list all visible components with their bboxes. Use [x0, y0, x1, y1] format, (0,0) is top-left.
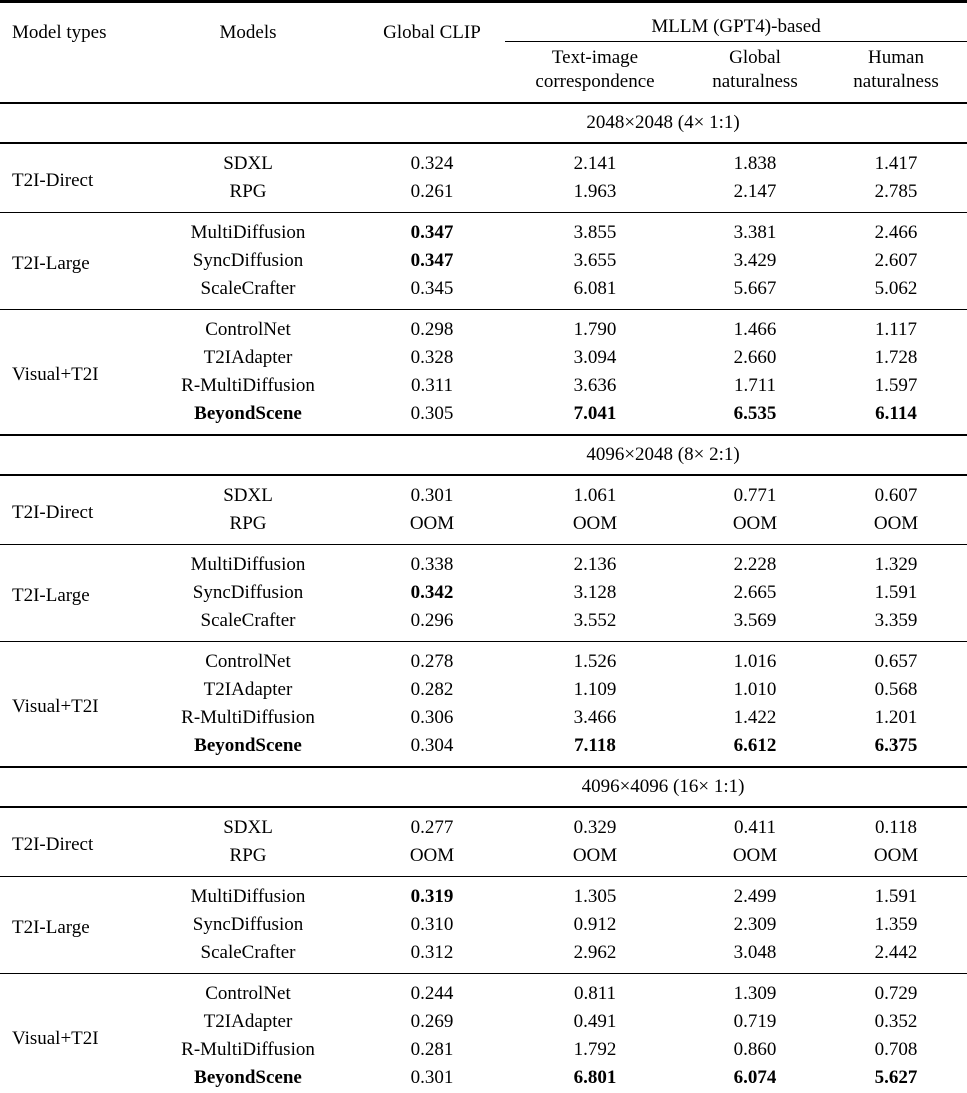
cell-text-image: OOM: [572, 845, 618, 866]
cell-text-image: 1.526: [505, 642, 685, 677]
cell-clip: 0.310: [410, 914, 454, 935]
cell-model: BeyondScene: [194, 1067, 302, 1088]
cell-clip: 0.306: [410, 707, 454, 728]
cell-global-nat: 5.667: [733, 278, 777, 299]
cell-text-image: 7.041: [573, 403, 617, 424]
cell-clip: 0.324: [359, 143, 505, 178]
table-row: [0, 974, 967, 1009]
cell-text-image: OOM: [572, 513, 618, 534]
section-title: 4096×2048 (8× 2:1): [359, 435, 967, 475]
cell-model-type: T2I-Large: [0, 545, 137, 642]
cell-model: RPG: [229, 181, 267, 202]
table-row: [0, 704, 967, 732]
cell-text-image: 3.655: [573, 250, 617, 271]
cell-human-nat: 0.568: [874, 679, 918, 700]
cell-global-nat: 2.228: [685, 545, 825, 580]
cell-clip: 0.301: [359, 475, 505, 510]
cell-model-type: T2I-Large: [0, 213, 137, 310]
cell-human-nat: 0.607: [825, 475, 967, 510]
cell-global-nat: 2.665: [733, 582, 777, 603]
cell-global-nat: 1.422: [733, 707, 777, 728]
section-spacer: [0, 103, 359, 143]
cell-text-image: 0.811: [505, 974, 685, 1009]
cell-model: ScaleCrafter: [200, 942, 296, 963]
cell-model-type: Visual+T2I: [0, 310, 137, 436]
header-human-naturalness: [825, 42, 967, 104]
cell-human-nat: 5.627: [874, 1067, 918, 1088]
cell-global-nat: 6.074: [733, 1067, 777, 1088]
cell-text-image: 1.305: [505, 877, 685, 912]
header-sub-line: Human: [868, 47, 924, 68]
cell-clip: 0.345: [410, 278, 454, 299]
table-row: [0, 372, 967, 400]
table-row: [0, 545, 967, 580]
cell-global-nat: 0.719: [733, 1011, 777, 1032]
cell-model: RPG: [229, 845, 267, 866]
cell-model-type: T2I-Direct: [0, 143, 137, 213]
cell-text-image: 1.790: [505, 310, 685, 345]
section-header-row: [0, 767, 967, 807]
cell-global-nat: 3.569: [733, 610, 777, 631]
table-row: [0, 1008, 967, 1036]
header-row-1: [0, 2, 967, 42]
cell-model: R-MultiDiffusion: [181, 707, 315, 728]
table-header: [0, 2, 967, 104]
cell-model: ScaleCrafter: [200, 278, 296, 299]
cell-human-nat: 1.591: [874, 582, 918, 603]
cell-model-type: T2I-Direct: [0, 475, 137, 545]
cell-human-nat: 2.442: [874, 942, 918, 963]
cell-model: T2IAdapter: [203, 1011, 293, 1032]
table-row: [0, 143, 967, 178]
table-row: [0, 732, 967, 767]
cell-clip: 0.328: [410, 347, 454, 368]
table-row: [0, 807, 967, 842]
cell-global-nat: 3.429: [733, 250, 777, 271]
section-4096x4096: [0, 767, 967, 1093]
cell-human-nat: 0.352: [874, 1011, 918, 1032]
header-text-image-correspondence: [505, 42, 685, 104]
table-row: [0, 911, 967, 939]
cell-text-image: 6.801: [573, 1067, 617, 1088]
cell-model: MultiDiffusion: [137, 213, 359, 248]
cell-human-nat: 2.466: [825, 213, 967, 248]
cell-model: ControlNet: [137, 974, 359, 1009]
cell-global-nat: 3.048: [733, 942, 777, 963]
header-sub-line: naturalness: [853, 71, 939, 92]
table-row: [0, 642, 967, 677]
cell-text-image: 1.963: [573, 181, 617, 202]
cell-human-nat: 1.417: [825, 143, 967, 178]
cell-human-nat: 1.597: [874, 375, 918, 396]
cell-text-image: 3.128: [573, 582, 617, 603]
cell-global-nat: 1.010: [733, 679, 777, 700]
cell-model: SDXL: [137, 807, 359, 842]
header-mllm-group: MLLM (GPT4)-based: [505, 2, 967, 42]
cell-text-image: 2.136: [505, 545, 685, 580]
header-sub-line: Text-image: [551, 47, 639, 68]
cell-text-image: 6.081: [573, 278, 617, 299]
cell-global-nat: 0.860: [733, 1039, 777, 1060]
cell-clip: 0.342: [410, 582, 454, 603]
cell-global-nat: 0.411: [685, 807, 825, 842]
cell-text-image: 3.855: [505, 213, 685, 248]
table-row: [0, 400, 967, 435]
cell-model: ControlNet: [137, 310, 359, 345]
cell-human-nat: 3.359: [874, 610, 918, 631]
table-row: [0, 247, 967, 275]
cell-clip: 0.319: [359, 877, 505, 912]
cell-human-nat: 1.117: [825, 310, 967, 345]
cell-human-nat: OOM: [873, 513, 919, 534]
cell-global-nat: 2.499: [685, 877, 825, 912]
cell-human-nat: 2.785: [874, 181, 918, 202]
table-row: [0, 676, 967, 704]
table-row: [0, 1064, 967, 1093]
cell-human-nat: 6.114: [875, 403, 917, 424]
cell-clip: 0.261: [410, 181, 454, 202]
cell-clip: 0.298: [359, 310, 505, 345]
cell-model: R-MultiDiffusion: [181, 375, 315, 396]
cell-clip: 0.244: [359, 974, 505, 1009]
cell-global-nat: 2.309: [733, 914, 777, 935]
cell-model-type: T2I-Large: [0, 877, 137, 974]
header-sub-line: naturalness: [712, 71, 798, 92]
cell-text-image: 3.552: [573, 610, 617, 631]
header-models: Models: [137, 2, 359, 104]
table-row: [0, 842, 967, 877]
cell-human-nat: 6.375: [874, 735, 918, 756]
cell-global-nat: 1.016: [685, 642, 825, 677]
section-title: 4096×4096 (16× 1:1): [359, 767, 967, 807]
cell-text-image: 0.912: [573, 914, 617, 935]
cell-model: ControlNet: [137, 642, 359, 677]
cell-global-nat: 1.838: [685, 143, 825, 178]
cell-text-image: 3.094: [573, 347, 617, 368]
cell-text-image: 1.792: [573, 1039, 617, 1060]
cell-clip: 0.277: [359, 807, 505, 842]
section-spacer: [0, 435, 359, 475]
cell-model: SDXL: [137, 475, 359, 510]
cell-global-nat: 6.612: [733, 735, 777, 756]
section-2048x2048: [0, 103, 967, 435]
cell-text-image: 3.636: [573, 375, 617, 396]
table-row: [0, 178, 967, 213]
section-spacer: [0, 767, 359, 807]
header-global-naturalness: [685, 42, 825, 104]
cell-global-nat: 1.309: [685, 974, 825, 1009]
table-row: [0, 939, 967, 974]
cell-global-nat: 2.147: [733, 181, 777, 202]
cell-clip: 0.278: [359, 642, 505, 677]
cell-model: BeyondScene: [194, 735, 302, 756]
cell-model: SyncDiffusion: [192, 914, 304, 935]
section-title: 2048×2048 (4× 1:1): [359, 103, 967, 143]
cell-global-nat: 6.535: [733, 403, 777, 424]
table-row: [0, 1036, 967, 1064]
cell-human-nat: 2.607: [874, 250, 918, 271]
cell-model: T2IAdapter: [203, 347, 293, 368]
cell-clip: OOM: [409, 513, 455, 534]
cell-text-image: 3.466: [573, 707, 617, 728]
cell-global-nat: 1.711: [733, 375, 777, 396]
cell-human-nat: 1.591: [825, 877, 967, 912]
section-4096x2048: [0, 435, 967, 767]
cell-human-nat: 1.329: [825, 545, 967, 580]
cell-global-nat: 1.466: [685, 310, 825, 345]
table-row: [0, 510, 967, 545]
cell-text-image: 0.491: [573, 1011, 617, 1032]
cell-global-nat: OOM: [732, 513, 778, 534]
cell-clip: 0.311: [410, 375, 454, 396]
cell-clip: 0.281: [410, 1039, 454, 1060]
cell-model: RPG: [229, 513, 267, 534]
cell-clip: 0.296: [410, 610, 454, 631]
cell-clip: 0.305: [410, 403, 454, 424]
cell-clip: 0.338: [359, 545, 505, 580]
cell-model-type: Visual+T2I: [0, 974, 137, 1093]
cell-model: BeyondScene: [194, 403, 302, 424]
table-row: [0, 607, 967, 642]
cell-text-image: 0.329: [505, 807, 685, 842]
table-row: [0, 579, 967, 607]
cell-global-nat: 3.381: [685, 213, 825, 248]
cell-model: R-MultiDiffusion: [181, 1039, 315, 1060]
section-header-row: [0, 103, 967, 143]
cell-clip: 0.347: [410, 250, 454, 271]
cell-model: ScaleCrafter: [200, 610, 296, 631]
table-row: [0, 213, 967, 248]
cell-human-nat: OOM: [873, 845, 919, 866]
cell-human-nat: 0.708: [874, 1039, 918, 1060]
header-model-types: Model types: [0, 2, 137, 104]
cell-human-nat: 0.118: [825, 807, 967, 842]
cell-model: T2IAdapter: [203, 679, 293, 700]
cell-clip: 0.312: [410, 942, 454, 963]
table-row: [0, 344, 967, 372]
cell-clip: 0.282: [410, 679, 454, 700]
table-row: [0, 275, 967, 310]
header-sub-line: Global: [729, 47, 781, 68]
table-row: [0, 877, 967, 912]
cell-text-image: 2.962: [573, 942, 617, 963]
cell-model: MultiDiffusion: [137, 877, 359, 912]
cell-clip: 0.301: [410, 1067, 454, 1088]
cell-text-image: 7.118: [574, 735, 616, 756]
cell-model-type: T2I-Direct: [0, 807, 137, 877]
cell-text-image: 1.109: [573, 679, 617, 700]
cell-human-nat: 0.729: [825, 974, 967, 1009]
section-header-row: [0, 435, 967, 475]
cell-model: MultiDiffusion: [137, 545, 359, 580]
cell-human-nat: 1.201: [874, 707, 918, 728]
cell-model: SDXL: [137, 143, 359, 178]
cell-global-nat: 2.660: [733, 347, 777, 368]
cell-human-nat: 1.359: [874, 914, 918, 935]
cell-text-image: 2.141: [505, 143, 685, 178]
cell-global-nat: OOM: [732, 845, 778, 866]
cell-model-type: Visual+T2I: [0, 642, 137, 768]
cell-human-nat: 0.657: [825, 642, 967, 677]
cell-clip: OOM: [409, 845, 455, 866]
table-row: [0, 310, 967, 345]
cell-clip: 0.347: [359, 213, 505, 248]
cell-model: SyncDiffusion: [192, 582, 304, 603]
cell-text-image: 1.061: [505, 475, 685, 510]
header-global-clip: Global CLIP: [359, 2, 505, 104]
table-row: [0, 475, 967, 510]
cell-global-nat: 0.771: [685, 475, 825, 510]
cell-human-nat: 5.062: [874, 278, 918, 299]
cell-model: SyncDiffusion: [192, 250, 304, 271]
cell-human-nat: 1.728: [874, 347, 918, 368]
header-sub-line: correspondence: [535, 71, 655, 92]
cell-clip: 0.304: [410, 735, 454, 756]
cell-clip: 0.269: [410, 1011, 454, 1032]
